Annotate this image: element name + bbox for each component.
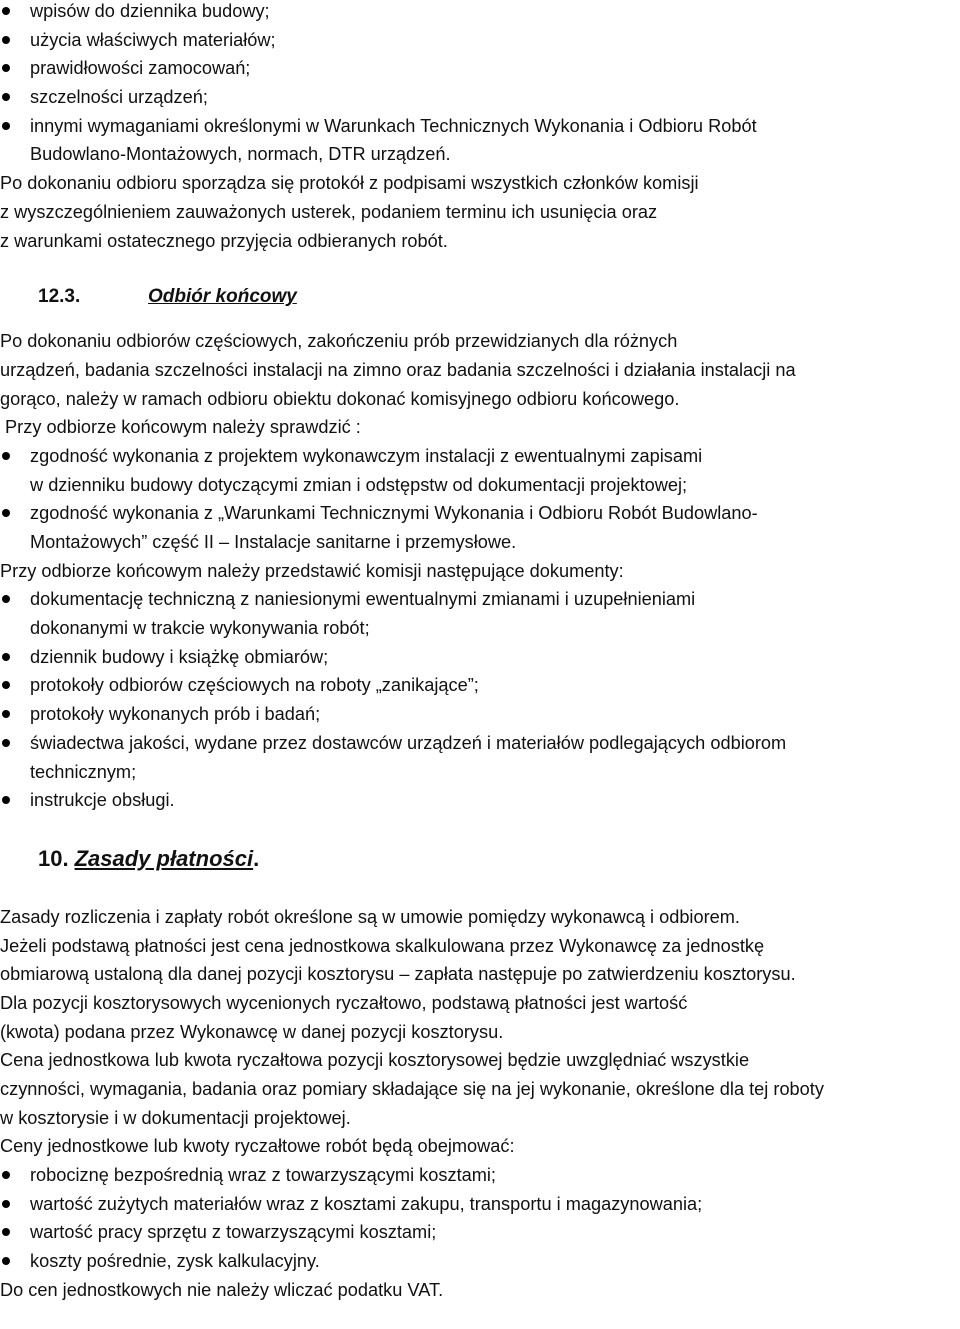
section-title: Odbiór końcowy bbox=[148, 286, 297, 308]
text-line: w kosztorysie i w dokumentacji projektowej. bbox=[0, 1107, 351, 1128]
list-item: świadectwa jakości, wydane przez dostawców urządzeń i materiałów podlegających odbiorom bbox=[0, 729, 958, 758]
text-line: Jeżeli podstawą płatności jest cena jednostkowa skalkulowana przez Wykonawcę za jednostkę bbox=[0, 935, 765, 956]
list-item-continuation: technicznym; bbox=[30, 761, 137, 782]
section-number: 10. bbox=[38, 845, 69, 871]
list-item: dziennik budowy i książkę obmiarów; bbox=[0, 643, 958, 672]
spacer bbox=[0, 815, 958, 841]
list-item: zgodność wykonania z projektem wykonawczym instalacji z ewentualnymi zapisami bbox=[0, 442, 958, 471]
text-line: (kwota) podana przez Wykonawcę w danej pozycji kosztorysu. bbox=[0, 1021, 504, 1042]
list-item: wpisów do dziennika budowy; bbox=[0, 0, 958, 26]
docs-intro: Przy odbiorze końcowym należy przedstawić komisji następujące dokumenty: bbox=[0, 560, 624, 581]
list-item: prawidłowości zamocowań; bbox=[0, 54, 958, 83]
spacer bbox=[0, 255, 958, 281]
list-item: innymi wymaganiami określonymi w Warunkach Technicznych Wykonania i Odbioru Robót bbox=[0, 112, 958, 141]
text-line: Ceny jednostkowe lub kwoty ryczałtowe robót będą obejmować: bbox=[0, 1136, 515, 1157]
list-item: instrukcje obsługi. bbox=[0, 786, 958, 815]
spacer bbox=[0, 313, 958, 327]
text-line: Cena jednostkowa lub kwota ryczałtowa pozycji kosztorysowej będzie uwzględniać wszystkie bbox=[0, 1050, 750, 1071]
text-line: Po dokonaniu odbiorów częściowych, zakończeniu prób przewidzianych dla różnych bbox=[0, 331, 678, 352]
list-item: wartość pracy sprzętu z towarzyszącymi kosztami; bbox=[0, 1218, 958, 1247]
final-acceptance-paragraph bbox=[0, 327, 958, 442]
payment-paragraphs bbox=[0, 903, 958, 1161]
section-heading-10 bbox=[0, 841, 958, 877]
text-line: Dla pozycji kosztorysowych wycenionych ryczałtowo, podstawą płatności jest wartość bbox=[0, 992, 688, 1013]
list-item-continuation: Montażowych” część II – Instalacje sanitarne i przemysłowe. bbox=[30, 532, 517, 552]
closing-note: Do cen jednostkowych nie należy wliczać podatku VAT. bbox=[0, 1279, 444, 1300]
list-item-continuation: w dzienniku budowy dotyczącymi zmian i odstępstw od dokumentacji projektowej; bbox=[30, 474, 688, 495]
price-components-list bbox=[0, 1161, 958, 1276]
list-item-continuation: dokonanymi w trakcie wykonywania robót; bbox=[30, 618, 370, 639]
text-line: z warunkami ostatecznego przyjęcia odbieranych robót. bbox=[0, 230, 448, 251]
protocol-paragraph bbox=[0, 169, 958, 255]
documents-list bbox=[0, 585, 958, 815]
list-item: robociznę bezpośrednią wraz z towarzyszącymi kosztami; bbox=[0, 1161, 958, 1190]
section-title-suffix: . bbox=[253, 845, 260, 871]
section-number: 12.3. bbox=[38, 286, 81, 308]
list-item: dokumentację techniczną z naniesionymi ewentualnymi zmianami i uzupełnieniami bbox=[0, 585, 958, 614]
check-list bbox=[0, 442, 958, 557]
list-item: protokoły wykonanych prób i badań; bbox=[0, 700, 958, 729]
spacer bbox=[0, 877, 958, 903]
text-line: urządzeń, badania szczelności instalacji na zimno oraz badania szczelności i działania instalacji na bbox=[0, 359, 796, 380]
text-line: obmiarową ustaloną dla danej pozycji kosztorysu – zapłata następuje po zatwierdzeniu kosztorysu. bbox=[0, 964, 796, 985]
section-heading-12-3 bbox=[0, 281, 958, 313]
list-item: szczelności urządzeń; bbox=[0, 83, 958, 112]
section-title: Zasady płatności bbox=[74, 845, 254, 871]
list-item: wartość zużytych materiałów wraz z kosztami zakupu, transportu i magazynowania; bbox=[0, 1190, 958, 1219]
text-line: czynności, wymagania, badania oraz pomiary składające się na jej wykonanie, określone dla tej roboty bbox=[0, 1079, 824, 1099]
list-item-continuation: Budowlano-Montażowych, normach, DTR urządzeń. bbox=[30, 144, 451, 165]
check-intro: Przy odbiorze końcowym należy sprawdzić : bbox=[0, 417, 361, 438]
list-item: użycia właściwych materiałów; bbox=[0, 26, 958, 55]
text-line: Po dokonaniu odbioru sporządza się protokół z podpisami wszystkich członków komisji bbox=[0, 173, 699, 194]
text-line: z wyszczególnieniem zauważonych usterek, podaniem terminu ich usunięcia oraz bbox=[0, 201, 658, 222]
list-item: koszty pośrednie, zysk kalkulacyjny. bbox=[0, 1247, 958, 1276]
list-item: protokoły odbiorów częściowych na roboty „zanikające”; bbox=[0, 671, 958, 700]
text-line: Zasady rozliczenia i zapłaty robót określone są w umowie pomiędzy wykonawcą i odbiorem. bbox=[0, 906, 740, 927]
inspection-bullet-list bbox=[0, 0, 958, 169]
list-item: zgodność wykonania z „Warunkami Technicznymi Wykonania i Odbioru Robót Budowlano- bbox=[0, 499, 958, 528]
text-line: gorąco, należy w ramach odbioru obiektu dokonać komisyjnego odbioru końcowego. bbox=[0, 388, 680, 409]
